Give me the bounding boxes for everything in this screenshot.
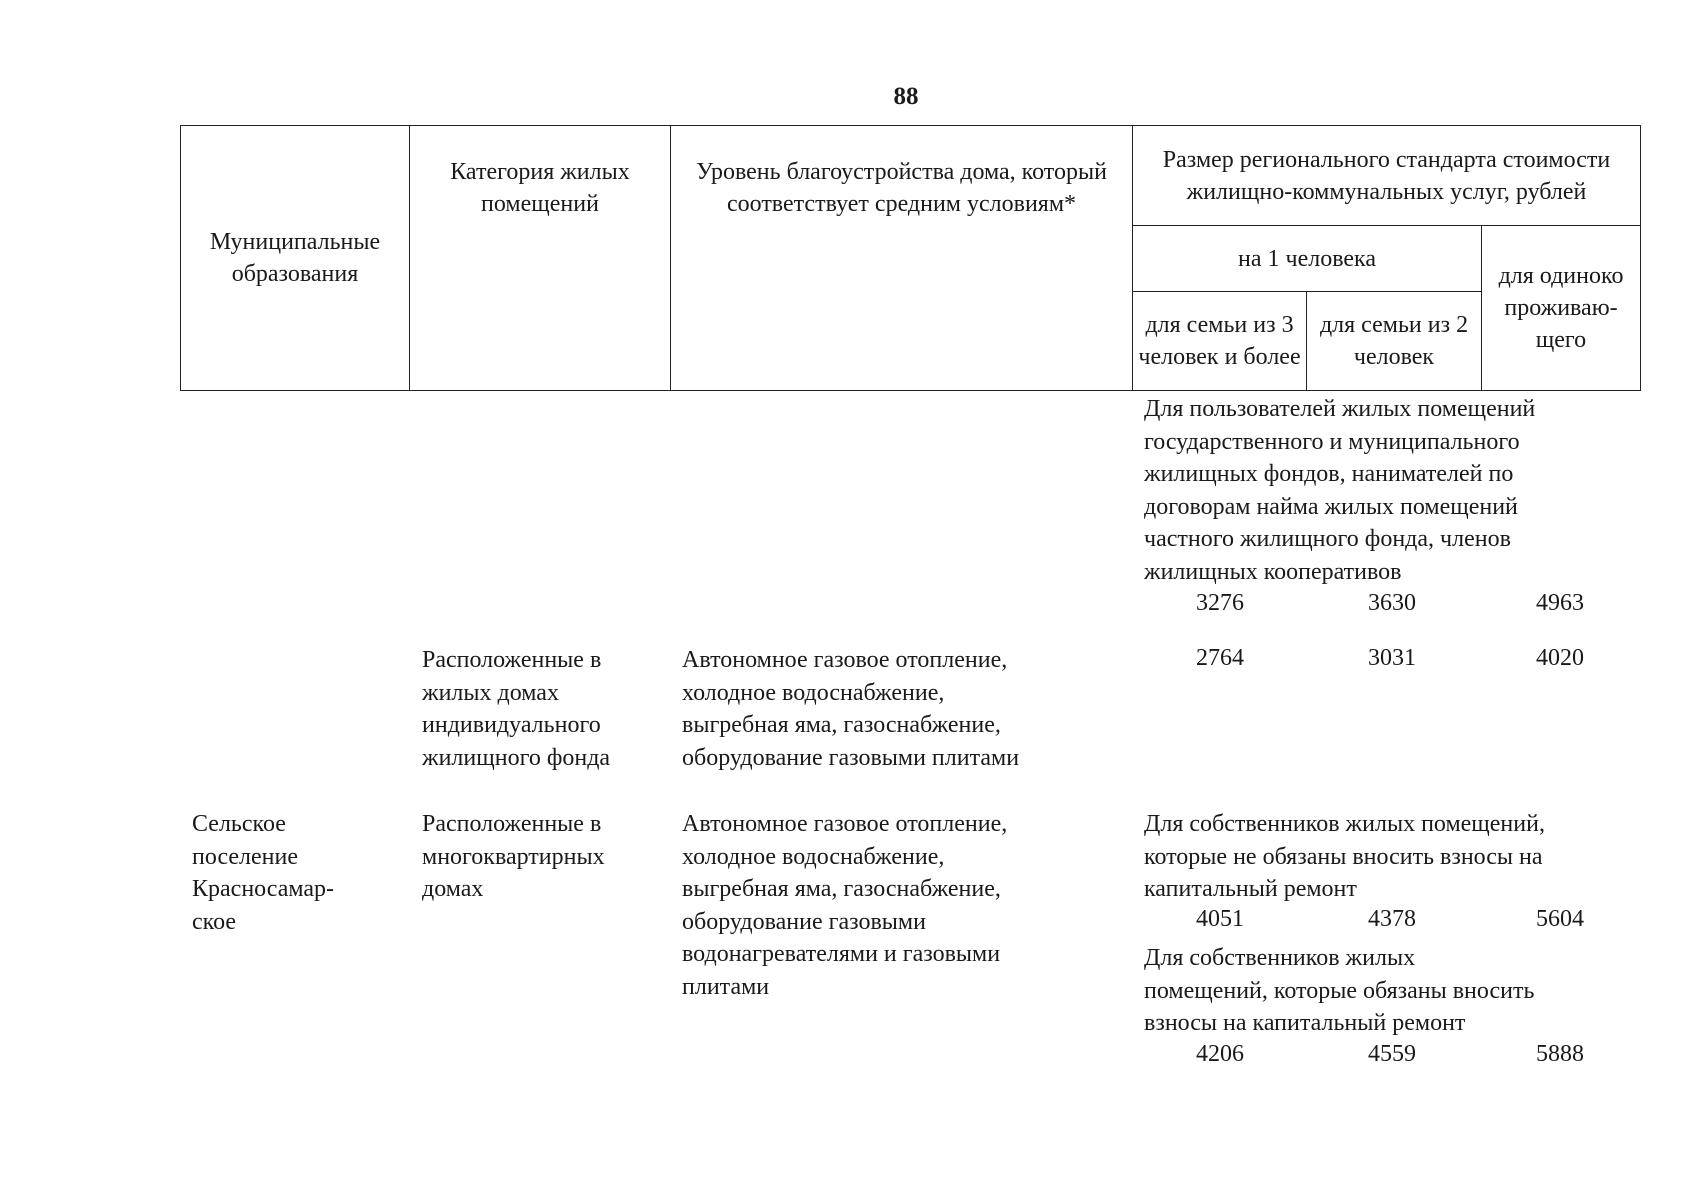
header-size: Размер регионального стандарта стоимости жилищно-коммунальных услуг, рублей [1133, 126, 1641, 226]
row1-value-single: 4963 [1536, 590, 1584, 616]
header-family2: для семьи из 2 человек [1307, 292, 1482, 391]
table-header [180, 125, 1641, 391]
row3-a-value-single: 5604 [1536, 906, 1584, 932]
header-category: Категория жилых помещений [410, 126, 671, 391]
row3-b-value-family3: 4206 [1196, 1041, 1244, 1067]
header-municipal: Муниципальные образования [181, 126, 410, 391]
header-family3: для семьи из 3 человек и более [1133, 292, 1307, 391]
row2-category: Расположенные в жилых домах индивидуального жилищного фонда [422, 647, 611, 771]
row3-b-value-family2: 4559 [1368, 1041, 1416, 1067]
row3-category: Расположенные в многоквартирных домах [422, 811, 605, 902]
row3-b-value-single: 5888 [1536, 1041, 1584, 1067]
row3-note-b: Для собственников жилых помещений, которые обязаны вносить взносы на капитальный ремонт [1144, 945, 1535, 1036]
header-per-person: на 1 человека [1133, 226, 1482, 292]
row3-level: Автономное газовое отопление, холодное водоснабжение, выгребная яма, газоснабжение, оборудование газовыми водонагревателями и газовыми плитами [682, 811, 1008, 1000]
row2-value-single: 4020 [1536, 645, 1584, 671]
row2-value-family3: 2764 [1196, 645, 1244, 671]
row1-value-family3: 3276 [1196, 590, 1244, 616]
row1-value-family2: 3630 [1368, 590, 1416, 616]
row1-note: Для пользователей жилых помещений государственного и муниципального жилищных фондов, нанимателей по договорам найма жилых помещений частного жилищного фонда, членов жилищных кооперативов [1144, 396, 1536, 585]
row2-value-family2: 3031 [1368, 645, 1416, 671]
row3-a-value-family2: 4378 [1368, 906, 1416, 932]
row3-a-value-family3: 4051 [1196, 906, 1244, 932]
row3-note-a: Для собственников жилых помещений, которые не обязаны вносить взносы на капитальный ремонт [1144, 811, 1545, 902]
row3-municipal: Сельское поселение Красносамар- ское [192, 811, 335, 935]
header-single: для одиноко проживаю-щего [1482, 226, 1641, 391]
header-level: Уровень благоустройства дома, который соответствует средним условиям* [671, 126, 1133, 391]
row2-level: Автономное газовое отопление, холодное водоснабжение, выгребная яма, газоснабжение, оборудование газовыми плитами [682, 647, 1020, 771]
page-number: 88 [893, 83, 919, 110]
